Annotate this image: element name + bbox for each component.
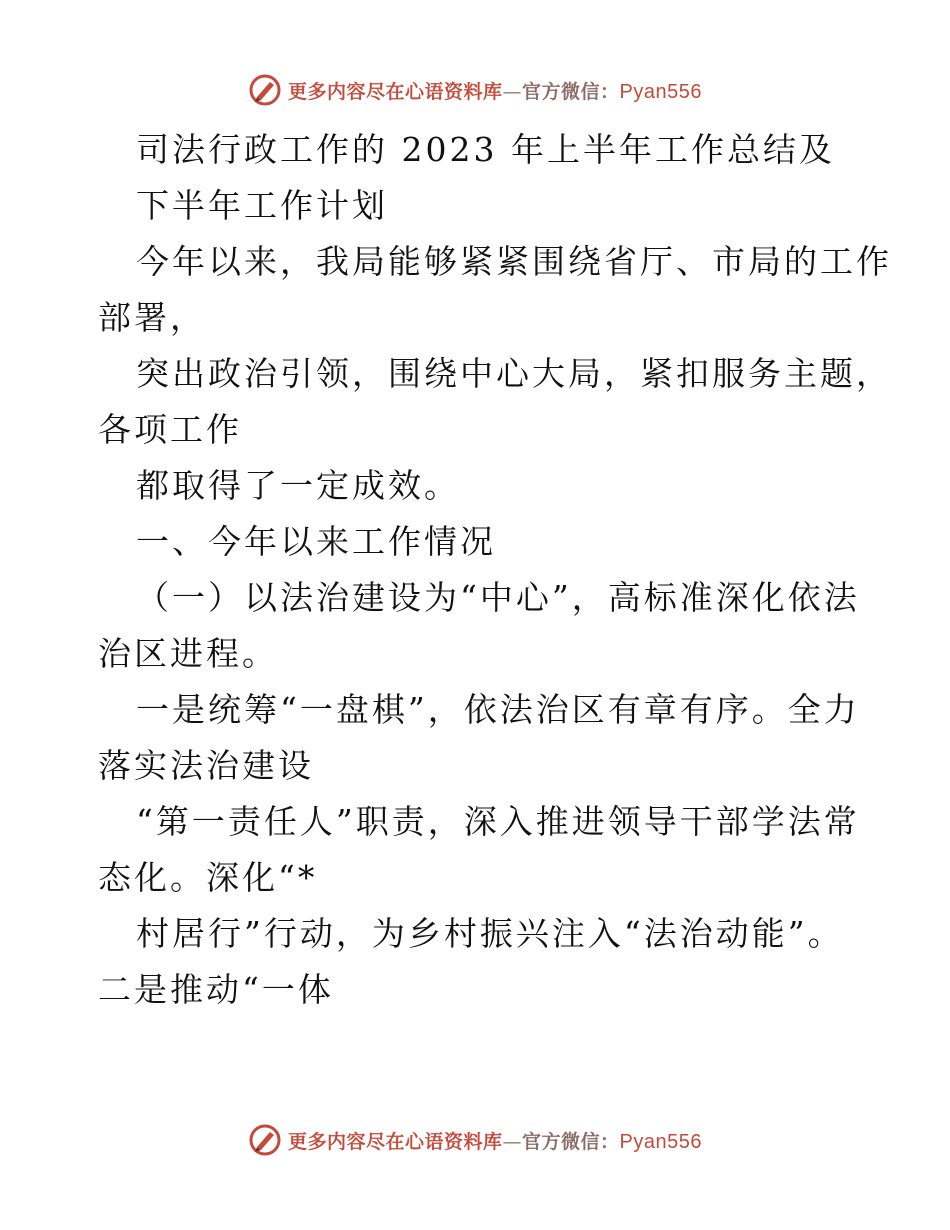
watermark-wechat-id: Pyan556 (619, 1130, 702, 1153)
section-heading: 一、今年以来工作情况 (136, 522, 496, 561)
pen-circle-logo-icon (248, 1123, 282, 1157)
paragraph-line: 各项工作 (98, 410, 242, 449)
subsection-heading-cont: 治区进程。 (98, 634, 278, 673)
watermark-wechat-id: Pyan556 (619, 80, 702, 103)
paragraph-line: 一是统筹“一盘棋”，依法治区有章有序。全力 (136, 690, 860, 729)
document-title-line-1: 司法行政工作的 2023 年上半年工作总结及 (136, 130, 835, 169)
document-body (98, 122, 892, 1018)
watermark-separator: — (502, 80, 523, 103)
footer-watermark (0, 1120, 950, 1160)
subsection-heading: （一）以法治建设为“中心”，高标准深化依法 (136, 578, 860, 617)
document-title-line-2: 下半年工作计划 (136, 186, 388, 225)
paragraph-line: 态化。深化“* (98, 858, 318, 897)
paragraph-line: 村居行”行动，为乡村振兴注入“法治动能”。 (136, 914, 844, 953)
paragraph-line: 落实法治建设 (98, 746, 314, 785)
watermark-main-text: 更多内容尽在心语资料库 (288, 80, 503, 103)
paragraph-line: 都取得了一定成效。 (136, 466, 460, 505)
watermark-official-label: 官方微信： (522, 1130, 620, 1153)
watermark-main-text: 更多内容尽在心语资料库 (288, 1130, 503, 1153)
pen-circle-logo-icon (248, 73, 282, 107)
paragraph-line: 突出政治引领，围绕中心大局，紧扣服务主题， (136, 354, 892, 393)
watermark-official-label: 官方微信： (522, 80, 620, 103)
header-watermark (0, 70, 950, 110)
watermark-separator: — (502, 1130, 523, 1153)
paragraph-line: 二是推动“一体 (98, 970, 334, 1009)
paragraph-line: 部署， (98, 298, 206, 337)
paragraph-line: 今年以来，我局能够紧紧围绕省厅、市局的工作 (136, 242, 892, 281)
paragraph-line: “第一责任人”职责，深入推进领导干部学法常 (136, 802, 860, 841)
